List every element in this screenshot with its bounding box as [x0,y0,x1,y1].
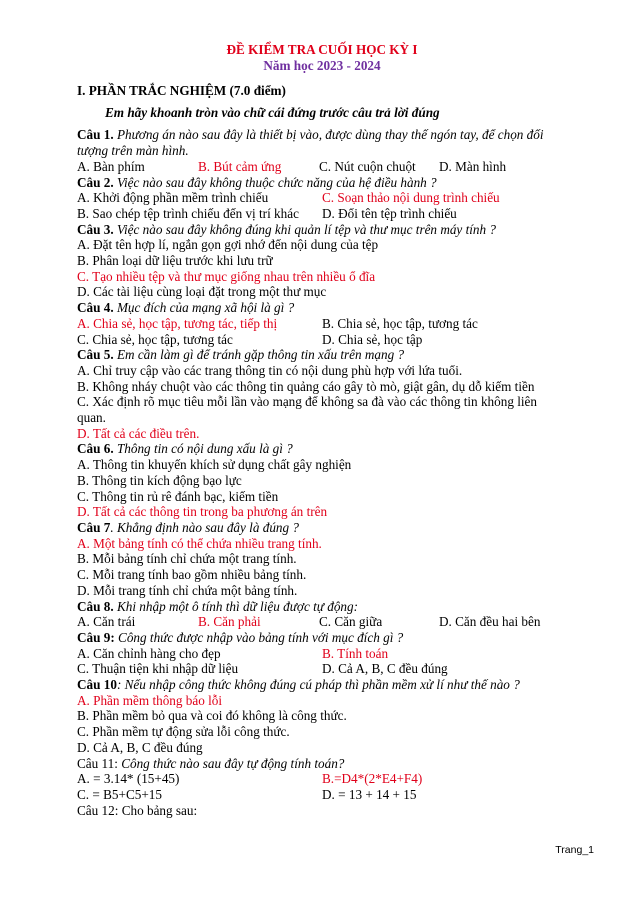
option-b: B. Không nháy chuột vào các thông tin quảng cáo gây tò mò, giật gân, dụ dỗ kiếm tiền [77,378,535,394]
question-text: : Nếu nhập công thức không đúng cú pháp thì phần mềm xử lí như thế nào ? [116,677,520,693]
options-row [77,661,567,677]
question-12 [77,803,567,819]
option-c-correct: C. Tạo nhiều tệp và thư mục giống nhau trên nhiều ổ đĩa [77,268,376,284]
options-row [77,771,567,787]
question-number: Câu 4. [77,300,114,316]
page-number: Trang_1 [555,844,594,856]
option-d: D. = 13 + 14 + 15 [322,786,417,802]
option-b: B. Chia sẻ, học tập, tương tác [322,315,478,331]
options-row [77,614,567,630]
option-b-correct: B. Tính toán [322,645,389,661]
options-row [77,646,567,662]
option-a-correct: A. Một bảng tính có thể chứa nhiều trang tính. [77,535,322,551]
question-text: Em cần làm gì để tránh gặp thông tin xấu trên mạng ? [113,347,405,363]
question-number: Câu 9: [77,629,115,645]
option-b-correct: B.=D4*(2*E4+F4) [322,771,423,787]
option-b-correct: B. Căn phải [198,614,261,630]
option-c: C. Phần mềm tự động sửa lỗi công thức. [77,724,290,740]
option-d-correct: D. Tất cả các thông tin trong ba phương án trên [77,504,328,520]
option-a: A. Chỉ truy cập vào các trang thông tin có nội dung phù hợp với lứa tuổi. [77,362,463,378]
option-a-correct: A. Chia sẻ, học tập, tương tác, tiếp thị [77,315,278,331]
question-number: Câu 3. [77,221,114,237]
option-a: A. Căn chỉnh hàng cho đẹp [77,645,221,661]
options-row [77,190,567,206]
option-c: C. Thông tin rủ rê đánh bạc, kiếm tiền [77,488,279,504]
option-b: B. Phân loại dữ liệu trước khi lưu trữ [77,253,273,269]
option-a: A. Căn trái [77,614,136,630]
options-row [77,787,567,803]
question-number: Câu 10 [77,677,117,693]
option-a: A. Thông tin khuyến khích sử dụng chất gây nghiện [77,457,352,473]
question-11 [77,756,567,772]
question-number: Câu 8. [77,598,114,614]
question-text: . Khẳng định nào sau đây là đúng ? [110,519,299,535]
option-b: B. Sao chép tệp trình chiếu đến vị trí khác [77,205,299,221]
instruction: Em hãy khoanh tròn vào chữ cái đứng trước câu trả lời đúng [105,104,440,120]
question-text: Mục đích của mạng xã hội là gì ? [113,300,295,316]
question-10 [77,677,567,693]
question-text: Công thức nào sau đây tự động tính toán? [117,755,345,771]
option-c: C. Thuận tiện khi nhập dữ liệu [77,661,239,677]
option-b: B. Mỗi bảng tính chỉ chứa một trang tính. [77,551,297,567]
option-c: C. = B5+C5+15 [77,786,162,802]
question-number: Câu 5. [77,347,114,363]
document-content [77,42,567,818]
question-number: Câu 1. [77,127,114,143]
question-3 [77,222,567,238]
question-text: Công thức được nhập vào bảng tính với mục đích gì ? [114,629,404,645]
options-row [77,332,567,348]
option-b: B. Thông tin kích động bạo lực [77,472,242,488]
question-text: Cho bảng sau: [118,802,198,818]
question-9 [77,630,567,646]
question-7 [77,520,567,536]
option-d: D. Căn đều hai bên [439,614,541,630]
question-4 [77,300,567,316]
question-2 [77,175,567,191]
options-row [77,159,567,175]
option-b-correct: B. Bút cảm ứng [198,158,282,174]
option-d: D. Mỗi trang tính chỉ chứa một bảng tính. [77,582,298,598]
exam-title: ĐỀ KIỂM TRA CUỐI HỌC KỲ I [226,42,418,57]
option-a: A. Bàn phím [77,158,145,174]
question-text: Phương án nào sau đây là thiết bị vào, được dùng thay thế ngón tay, để chọn đối tượng trên màn hình. [77,127,544,159]
option-c-correct: C. Soạn thảo nội dung trình chiếu [322,190,500,206]
option-a: A. Đặt tên hợp lí, ngắn gọn gợi nhớ đến nội dung của tệp [77,237,379,253]
option-d: D. Cả A, B, C đều đúng [322,661,448,677]
option-d: D. Các tài liệu cùng loại đặt trong một thư mục [77,284,327,300]
option-a: A. Khởi động phần mềm trình chiếu [77,190,269,206]
question-number: Câu 2. [77,174,114,190]
options-row [77,206,567,222]
question-number: Câu 7 [77,519,111,535]
question-5 [77,347,567,363]
option-d-correct: D. Tất cả các điều trên. [77,425,200,441]
option-c: C. Nút cuộn chuột [319,158,416,174]
option-c: C. Mỗi trang tính bao gồm nhiều bảng tính. [77,567,307,583]
question-8 [77,599,567,615]
question-text: Thông tin có nội dung xấu là gì ? [113,441,293,457]
option-c: C. Căn giữa [319,614,383,630]
school-year: Năm học 2023 - 2024 [263,58,381,73]
option-d: D. Chia sẻ, học tập [322,331,423,347]
question-number: Câu 12: [77,802,119,818]
option-c: C. Xác định rõ mục tiêu mỗi lần vào mạng để không sa đà vào các thông tin không liên quan. [77,394,537,426]
section-heading: I. PHẦN TRẮC NGHIỆM (7.0 điểm) [77,83,286,98]
option-d: D. Đổi tên tệp trình chiếu [322,205,457,221]
option-b: B. Phần mềm bỏ qua và coi đó không là công thức. [77,708,347,724]
question-text: Việc nào sau đây không thuộc chức năng của hệ điều hành ? [113,174,437,190]
option-d: D. Cả A, B, C đều đúng [77,739,203,755]
question-1 [77,127,567,158]
question-number: Câu 6. [77,441,114,457]
options-row [77,316,567,332]
question-6 [77,441,567,457]
question-text: Khi nhập một ô tính thì dữ liệu được tự động: [113,598,359,614]
option-d: D. Màn hình [439,158,507,174]
question-number: Câu 11: [77,755,118,771]
option-c: C. Chia sẻ, học tập, tương tác [77,331,233,347]
option-a: A. = 3.14* (15+45) [77,771,180,787]
question-text: Việc nào sau đây không đúng khi quản lí tệp và thư mục trên máy tính ? [113,221,496,237]
option-a-correct: A. Phần mềm thông báo lỗi [77,692,223,708]
